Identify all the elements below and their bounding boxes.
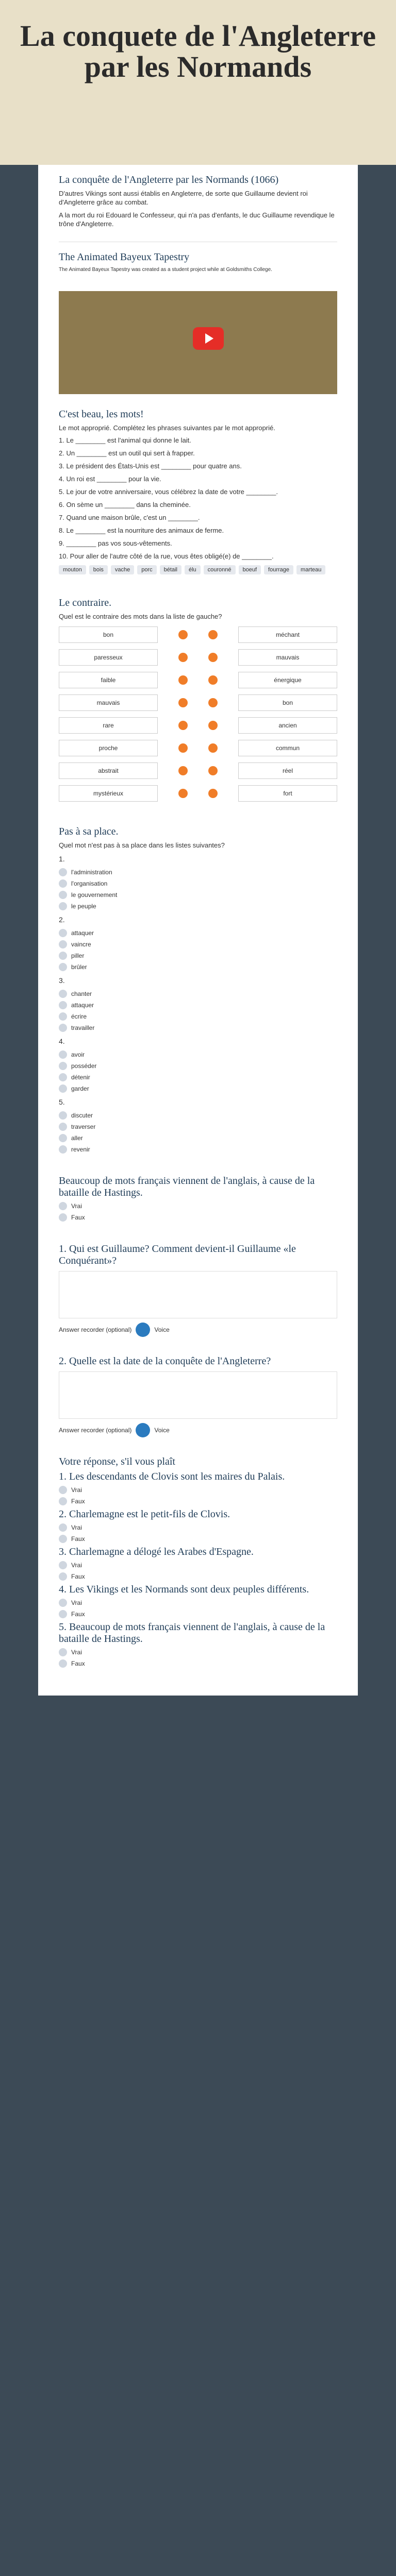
connector-dot[interactable] bbox=[178, 675, 188, 685]
quiz-option-label: le peuple bbox=[71, 903, 96, 910]
tf-option[interactable]: Vrai bbox=[59, 1202, 337, 1210]
quiz-option[interactable] bbox=[59, 1050, 337, 1059]
final-statement: 4. Les Vikings et les Normands sont deux peuples différents. bbox=[59, 1584, 309, 1595]
quiz-option-label: avoir bbox=[71, 1051, 85, 1058]
quiz-option[interactable] bbox=[59, 1111, 337, 1120]
match-right[interactable]: fort bbox=[238, 785, 337, 802]
final-option[interactable] bbox=[59, 1648, 337, 1656]
radio-icon[interactable] bbox=[59, 1535, 67, 1543]
connector-dot[interactable] bbox=[178, 743, 188, 753]
word-chip[interactable]: élu bbox=[185, 565, 201, 574]
final-heading: Votre réponse, s'il vous plaît bbox=[59, 1456, 175, 1467]
quiz-option-label: traverser bbox=[71, 1123, 96, 1130]
quiz-option-label: attaquer bbox=[71, 1002, 94, 1009]
quiz-option[interactable] bbox=[59, 1062, 337, 1070]
word-chip[interactable]: marteau bbox=[296, 565, 325, 574]
quiz-option[interactable] bbox=[59, 1084, 337, 1093]
open-question-text: 1. Qui est Guillaume? Comment devient-il Guillaume «le Conquérant»? bbox=[59, 1243, 296, 1266]
radio-icon[interactable] bbox=[59, 1659, 67, 1668]
match-right[interactable]: bon bbox=[238, 694, 337, 711]
final-option[interactable] bbox=[59, 1659, 337, 1668]
radio-icon[interactable] bbox=[59, 1610, 67, 1618]
match-left[interactable]: mystérieux bbox=[59, 785, 158, 802]
match-row bbox=[59, 739, 337, 757]
final-option[interactable] bbox=[59, 1497, 337, 1505]
final-option-label: Vrai bbox=[71, 1562, 82, 1569]
answer-label: Answer recorder (optional) bbox=[59, 1326, 132, 1333]
match-right[interactable]: ancien bbox=[238, 717, 337, 734]
final-option[interactable] bbox=[59, 1610, 337, 1618]
quiz-option[interactable] bbox=[59, 891, 337, 899]
fill-item[interactable]: 5. Le jour de votre anniversaire, vous célébrez la date de votre ________. bbox=[59, 488, 278, 496]
connector-dot[interactable] bbox=[208, 766, 218, 775]
match-right[interactable]: mauvais bbox=[238, 649, 337, 666]
connector-dot[interactable] bbox=[208, 698, 218, 707]
quiz-option-label: piller bbox=[71, 952, 85, 959]
word-chip[interactable]: bétail bbox=[160, 565, 182, 574]
match-left[interactable]: proche bbox=[59, 740, 158, 756]
fill-item[interactable]: 3. Le président des États-Unis est ________ pour quatre ans. bbox=[59, 462, 242, 470]
fill-item[interactable]: 4. Un roi est ________ pour la vie. bbox=[59, 475, 161, 483]
radio-icon[interactable] bbox=[59, 902, 67, 910]
voice-label: Voice bbox=[154, 1427, 170, 1434]
final-option-label: Vrai bbox=[71, 1649, 82, 1656]
match-left[interactable]: abstrait bbox=[59, 762, 158, 779]
answer-textarea[interactable] bbox=[59, 1271, 337, 1318]
quiz-option[interactable] bbox=[59, 929, 337, 937]
match-left[interactable]: paresseux bbox=[59, 649, 158, 666]
radio-icon[interactable] bbox=[59, 1062, 67, 1070]
quiz-heading: Pas à sa place. bbox=[59, 826, 119, 837]
quiz-option-label: travailler bbox=[71, 1024, 95, 1031]
connector-dot[interactable] bbox=[178, 698, 188, 707]
open-question-text: 2. Quelle est la date de la conquête de l'Angleterre? bbox=[59, 1355, 271, 1367]
final-option-label: Faux bbox=[71, 1660, 85, 1667]
open-question bbox=[38, 1346, 358, 1447]
intro-paragraph: A la mort du roi Edouard le Confesseur, qui n'a pas d'enfants, le duc Guillaume revendique le trône d'Angleterre. bbox=[59, 211, 335, 228]
word-chip[interactable]: couronné bbox=[204, 565, 236, 574]
radio-icon[interactable] bbox=[59, 1523, 67, 1532]
quiz-option[interactable] bbox=[59, 940, 337, 948]
mic-icon[interactable] bbox=[136, 1423, 150, 1437]
radio-icon[interactable] bbox=[59, 891, 67, 899]
radio-icon[interactable] bbox=[59, 1050, 67, 1059]
match-row bbox=[59, 671, 337, 689]
radio-icon[interactable] bbox=[59, 1024, 67, 1032]
quiz-option[interactable] bbox=[59, 1001, 337, 1009]
connector-dot[interactable] bbox=[178, 789, 188, 798]
fill-item[interactable]: 9. ________ pas vos sous-vêtements. bbox=[59, 539, 172, 547]
answer-textarea[interactable] bbox=[59, 1371, 337, 1419]
quiz-option[interactable] bbox=[59, 1073, 337, 1081]
radio-icon[interactable] bbox=[59, 1134, 67, 1142]
quiz-subheading: Quel mot n'est pas à sa place dans les listes suivantes? bbox=[59, 841, 225, 849]
word-chip[interactable]: fourrage bbox=[264, 565, 293, 574]
contrary-heading: Le contraire. bbox=[59, 597, 112, 608]
quiz-option[interactable] bbox=[59, 1123, 337, 1131]
final-option[interactable] bbox=[59, 1535, 337, 1543]
final-option[interactable] bbox=[59, 1486, 337, 1494]
radio-icon[interactable] bbox=[59, 1599, 67, 1607]
voice-label: Voice bbox=[154, 1326, 170, 1333]
quiz-option-label: discuter bbox=[71, 1112, 93, 1119]
quiz-option[interactable] bbox=[59, 868, 337, 876]
match-row bbox=[59, 626, 337, 643]
fill-item[interactable]: 1. Le ________ est l'animal qui donne le lait. bbox=[59, 436, 191, 444]
answer-recorder bbox=[59, 1423, 337, 1437]
radio-icon[interactable] bbox=[59, 1497, 67, 1505]
word-chip[interactable]: porc bbox=[137, 565, 156, 574]
play-icon[interactable] bbox=[193, 327, 224, 350]
connector-dot[interactable] bbox=[208, 653, 218, 662]
radio-icon[interactable] bbox=[59, 1123, 67, 1131]
final-option[interactable] bbox=[59, 1572, 337, 1581]
radio-icon[interactable] bbox=[59, 1111, 67, 1120]
radio-icon[interactable] bbox=[59, 1648, 67, 1656]
quiz-option[interactable] bbox=[59, 1145, 337, 1154]
final-statement: 1. Les descendants de Clovis sont les maires du Palais. bbox=[59, 1471, 285, 1482]
radio-icon[interactable] bbox=[59, 1145, 67, 1154]
word-chip[interactable]: mouton bbox=[59, 565, 86, 574]
match-right[interactable]: commun bbox=[238, 740, 337, 756]
intro-paragraph: D'autres Vikings sont aussi établis en Angleterre, de sorte que Guillaume devient roi d'Angleterre grâce au combat. bbox=[59, 190, 308, 206]
final-option-label: Vrai bbox=[71, 1486, 82, 1494]
answer-recorder bbox=[59, 1323, 337, 1337]
radio-icon[interactable] bbox=[59, 879, 67, 888]
quiz-option[interactable] bbox=[59, 879, 337, 888]
connector-dot[interactable] bbox=[208, 789, 218, 798]
radio-icon[interactable] bbox=[59, 1572, 67, 1581]
connector-dot[interactable] bbox=[208, 721, 218, 730]
quiz-option-label: le gouvernement bbox=[71, 891, 118, 899]
final-option-label: Vrai bbox=[71, 1599, 82, 1606]
connector-dot[interactable] bbox=[178, 766, 188, 775]
radio-icon[interactable] bbox=[59, 990, 67, 998]
fill-item[interactable]: 2. Un ________ est un outil qui sert à frapper. bbox=[59, 449, 195, 457]
quiz-question-label: 2. bbox=[59, 916, 65, 924]
radio-icon[interactable] bbox=[59, 1084, 67, 1093]
tapestry-text: The Animated Bayeux Tapestry was created as a student project while at Goldsmiths College. bbox=[59, 267, 272, 273]
final-option[interactable] bbox=[59, 1599, 337, 1607]
match-row bbox=[59, 717, 337, 734]
radio-icon[interactable] bbox=[59, 940, 67, 948]
video-player[interactable] bbox=[59, 291, 337, 394]
final-statement: 3. Charlemagne a délogé les Arabes d'Espagne. bbox=[59, 1546, 254, 1557]
fill-heading: C'est beau, les mots! bbox=[59, 409, 144, 420]
connector-dot[interactable] bbox=[178, 653, 188, 662]
fill-item[interactable]: 6. On sème un ________ dans la cheminée. bbox=[59, 501, 191, 509]
quiz-option-label: l'administration bbox=[71, 869, 112, 876]
quiz-option[interactable] bbox=[59, 1024, 337, 1032]
word-chip[interactable]: vache bbox=[111, 565, 134, 574]
radio-icon[interactable] bbox=[59, 1073, 67, 1081]
quiz-option[interactable] bbox=[59, 1012, 337, 1021]
radio-icon[interactable] bbox=[59, 1012, 67, 1021]
match-row bbox=[59, 785, 337, 802]
quiz-option-label: vaincre bbox=[71, 941, 91, 948]
quiz-option[interactable] bbox=[59, 963, 337, 971]
quiz-option[interactable] bbox=[59, 990, 337, 998]
final-option-label: Faux bbox=[71, 1498, 85, 1505]
fill-subheading: Le mot approprié. Complétez les phrases suivantes par le mot approprié. bbox=[59, 424, 275, 432]
quiz-option[interactable] bbox=[59, 902, 337, 910]
quiz-option[interactable] bbox=[59, 1134, 337, 1142]
word-chip[interactable]: boeuf bbox=[239, 565, 261, 574]
connector-dot[interactable] bbox=[208, 675, 218, 685]
word-chip[interactable]: bois bbox=[89, 565, 108, 574]
radio-icon[interactable] bbox=[59, 1213, 67, 1222]
match-left[interactable]: rare bbox=[59, 717, 158, 734]
final-statement: 5. Beaucoup de mots français viennent de l'anglais, à cause de la bataille de Hastings. bbox=[59, 1621, 325, 1645]
match-right[interactable]: méchant bbox=[238, 626, 337, 643]
final-statement: 2. Charlemagne est le petit-fils de Clovis. bbox=[59, 1509, 230, 1520]
quiz-option-label: chanter bbox=[71, 990, 92, 997]
match-left[interactable]: mauvais bbox=[59, 694, 158, 711]
quiz-option-label: écrire bbox=[71, 1013, 87, 1020]
mic-icon[interactable] bbox=[136, 1323, 150, 1337]
radio-icon[interactable] bbox=[59, 1202, 67, 1210]
fill-item[interactable]: 8. Le ________ est la nourriture des animaux de ferme. bbox=[59, 527, 224, 534]
quiz-option-label: aller bbox=[71, 1134, 83, 1142]
open-question bbox=[38, 1234, 358, 1346]
main-card bbox=[38, 165, 358, 1696]
radio-icon[interactable] bbox=[59, 1001, 67, 1009]
quiz-option-label: garder bbox=[71, 1085, 89, 1092]
quiz-question-label: 3. bbox=[59, 976, 65, 985]
match-row bbox=[59, 762, 337, 779]
tf-option[interactable]: Faux bbox=[59, 1213, 337, 1222]
radio-icon[interactable] bbox=[59, 1561, 67, 1569]
radio-icon[interactable] bbox=[59, 868, 67, 876]
quiz-question-label: 1. bbox=[59, 855, 65, 863]
final-option-label: Faux bbox=[71, 1535, 85, 1543]
fill-item[interactable]: 10. Pour aller de l'autre côté de la rue, vous êtes obligé(e) de ________. bbox=[59, 552, 274, 560]
quiz-question-label: 4. bbox=[59, 1037, 65, 1045]
radio-icon[interactable] bbox=[59, 1486, 67, 1494]
final-option[interactable] bbox=[59, 1523, 337, 1532]
quiz-option-label: l'organisation bbox=[71, 880, 108, 887]
final-option-label: Vrai bbox=[71, 1524, 82, 1531]
quiz-option-label: brûler bbox=[71, 963, 87, 971]
quiz-question-label: 5. bbox=[59, 1098, 65, 1106]
fill-item[interactable]: 7. Quand une maison brûle, c'est un ________. bbox=[59, 514, 200, 521]
connector-dot[interactable] bbox=[178, 630, 188, 639]
connector-dot[interactable] bbox=[208, 630, 218, 639]
match-right[interactable]: réel bbox=[238, 762, 337, 779]
answer-label: Answer recorder (optional) bbox=[59, 1427, 132, 1434]
match-row bbox=[59, 649, 337, 666]
quiz-option-label: attaquer bbox=[71, 929, 94, 937]
tapestry-heading: The Animated Bayeux Tapestry bbox=[59, 251, 190, 263]
hero bbox=[0, 0, 396, 165]
match-right[interactable]: énergique bbox=[238, 672, 337, 688]
match-row bbox=[59, 694, 337, 711]
match-left[interactable]: faible bbox=[59, 672, 158, 688]
quiz-option-label: détenir bbox=[71, 1074, 90, 1081]
final-option[interactable] bbox=[59, 1561, 337, 1569]
page-title: La conquete de l'Angleterre par les Normands bbox=[20, 19, 376, 83]
quiz-option-label: revenir bbox=[71, 1146, 90, 1153]
final-option-label: Faux bbox=[71, 1611, 85, 1618]
match-left[interactable]: bon bbox=[59, 626, 158, 643]
radio-icon[interactable] bbox=[59, 929, 67, 937]
intro-heading: La conquête de l'Angleterre par les Normands (1066) bbox=[59, 174, 279, 185]
contrary-subheading: Quel est le contraire des mots dans la liste de gauche? bbox=[59, 613, 222, 620]
radio-icon[interactable] bbox=[59, 963, 67, 971]
final-option-label: Faux bbox=[71, 1573, 85, 1580]
quiz-option-label: posséder bbox=[71, 1062, 97, 1070]
connector-dot[interactable] bbox=[178, 721, 188, 730]
quiz-option[interactable] bbox=[59, 952, 337, 960]
radio-icon[interactable] bbox=[59, 952, 67, 960]
tf-heading: Beaucoup de mots français viennent de l'anglais, à cause de la bataille de Hastings. bbox=[59, 1175, 315, 1198]
connector-dot[interactable] bbox=[208, 743, 218, 753]
